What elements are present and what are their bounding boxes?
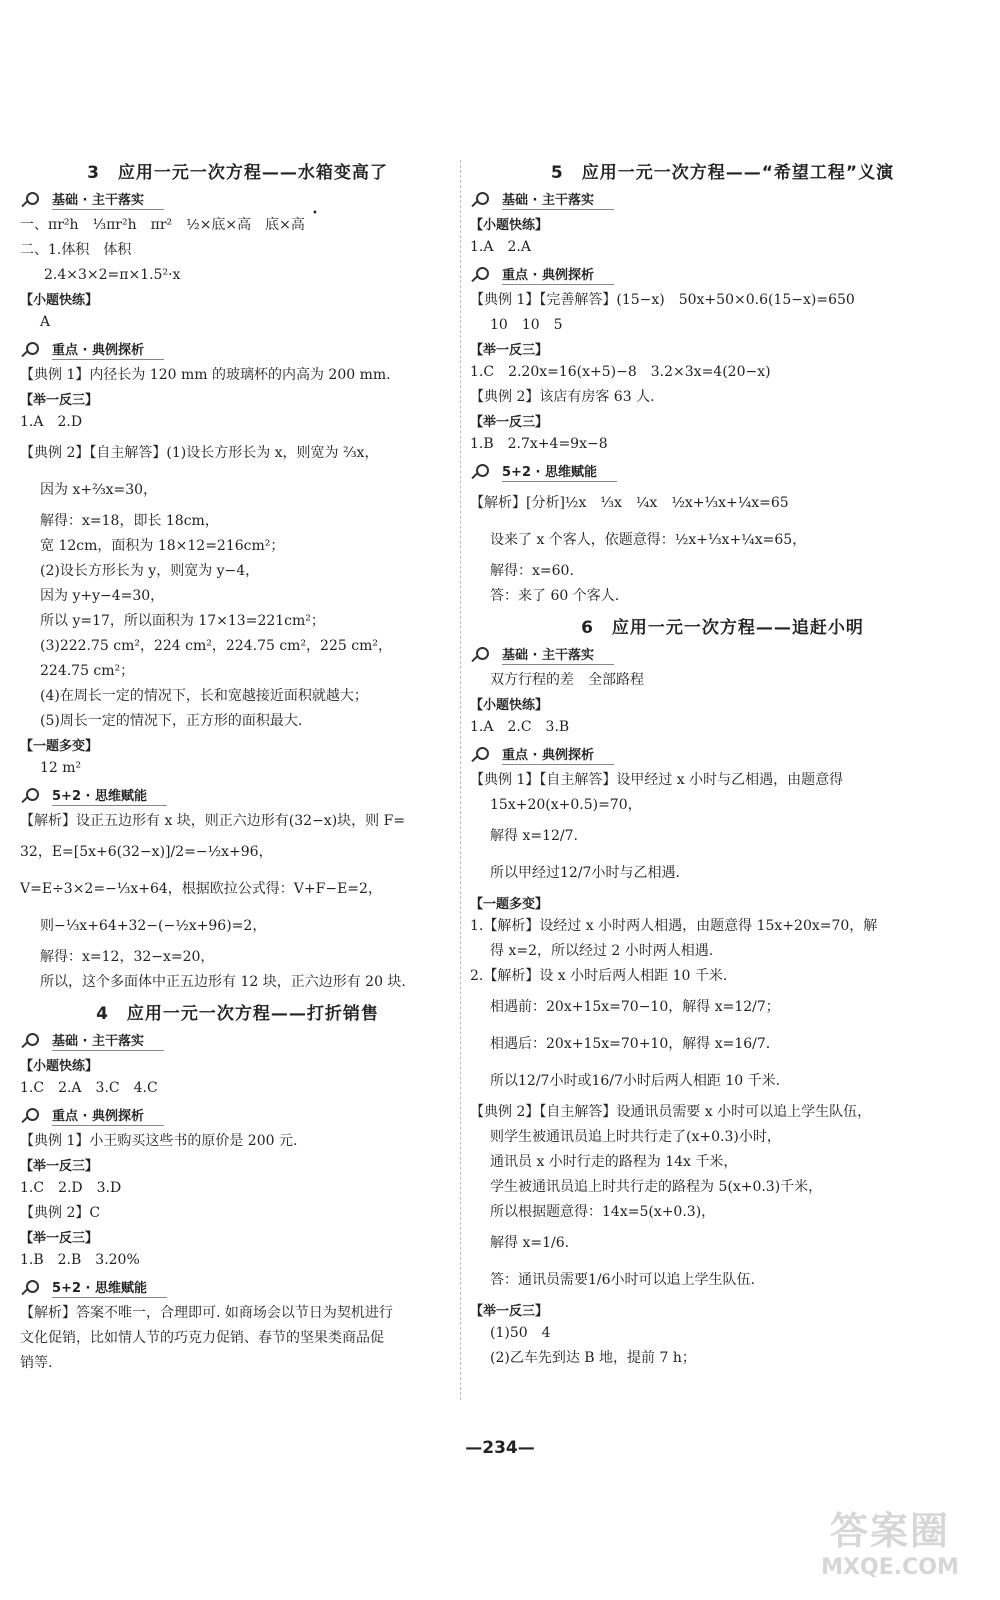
right-column [470, 152, 975, 1372]
section-title: 4 应用一元一次方程——打折销售 [96, 1004, 379, 1024]
answer-line: 相遇后：20x+15x=70+10，解得 x=16/7. [490, 1036, 771, 1052]
answer-line: 1.B 2.7x+4=9x−8 [470, 436, 608, 452]
answer-line: 【典例 2】【自主解答】(1)设长方形长为 x，则宽为 ⅔x， [20, 445, 379, 461]
category-header: 5+2 · 思维赋能 [470, 461, 975, 482]
magnifier-icon [470, 746, 498, 764]
category-header: 重点 · 典例探析 [470, 744, 975, 765]
tag-label: 【举一反三】 [470, 1304, 549, 1319]
answer-line: 1.C 2.20x=16(x+5)−8 3.2×3x=4(20−x) [470, 364, 771, 380]
answer-line: 1.A 2.A [470, 239, 531, 255]
answer-line: 因为 x+⅔x=30， [40, 482, 158, 498]
answer-line: 【典例 1】【完善解答】(15−x) 50x+50×0.6(15−x)=650 [470, 292, 855, 308]
section-title: 6 应用一元一次方程——追赶小明 [581, 618, 864, 638]
watermark-site: MXQE.COM [821, 1555, 959, 1580]
page-number: —234— [465, 1438, 535, 1458]
answer-line: 1.A 2.C 3.B [470, 719, 570, 735]
tag-label: 【小题快练】 [20, 293, 99, 308]
category-header: 重点 · 典例探析 [20, 1105, 455, 1126]
answer-line: 宽 12cm，面积为 18×12=216cm²； [40, 538, 285, 554]
answer-line: 【解析】答案不唯一，合理即可. 如商场会以节日为契机进行 [20, 1305, 393, 1321]
answer-line: 通讯员 x 小时行走的路程为 14x 千米， [490, 1154, 738, 1170]
category-header: 5+2 · 思维赋能 [20, 785, 455, 806]
answer-line: 得 x=2，所以经过 2 小时两人相遇. [490, 943, 714, 959]
stray-dot: • [312, 208, 318, 219]
category-header: 5+2 · 思维赋能 [20, 1277, 455, 1298]
tag-label: 【举一反三】 [470, 415, 549, 430]
answer-line: V=E÷3×2=−⅓x+64，根据欧拉公式得：V+F−E=2， [20, 881, 382, 897]
answer-line: 则−⅓x+64+32−(−½x+96)=2， [40, 918, 267, 934]
answer-line: 2.4×3×2=π×1.5²·x [44, 267, 181, 283]
category-header: 基础 · 主干落实 [470, 644, 975, 665]
answer-line: 15x+20(x+0.5)=70， [490, 797, 642, 813]
answer-line: 答：通讯员需要1/6小时可以追上学生队伍. [490, 1272, 755, 1288]
answer-line: 【典例 2】【自主解答】设通讯员需要 x 小时可以追上学生队伍， [470, 1104, 872, 1120]
category-header: 重点 · 典例探析 [470, 264, 975, 285]
answer-line: 相遇前：20x+15x=70−10，解得 x=12/7； [490, 999, 780, 1015]
answer-line: 所以 y=17，所以面积为 17×13=221cm²； [40, 613, 325, 629]
answer-line: 解得：x=18，即长 18cm， [40, 513, 219, 529]
answer-line: (5)周长一定的情况下，正方形的面积最大. [40, 713, 303, 729]
magnifier-icon [470, 266, 498, 284]
category-header: 基础 · 主干落实 [20, 189, 455, 210]
category-header: 基础 · 主干落实 [20, 1030, 455, 1051]
tag-label: 【小题快练】 [20, 1059, 99, 1074]
answer-line: (2)设长方形长为 y，则宽为 y−4， [40, 563, 260, 579]
answer-line: 答：来了 60 个客人. [490, 588, 620, 604]
left-column [20, 152, 455, 1377]
answer-line: (1)50 4 [490, 1325, 551, 1341]
answer-line: 【典例 2】该店有房客 63 人. [470, 389, 655, 405]
answer-line: 解得：x=12，32−x=20， [40, 949, 215, 965]
answer-line: 1.C 2.D 3.D [20, 1180, 122, 1196]
answer-line: 所以12/7小时或16/7小时后两人相距 10 千米. [490, 1073, 781, 1089]
tag-label: 【举一反三】 [20, 393, 99, 408]
answer-line: 解得 x=12/7. [490, 828, 578, 844]
answer-line: 解得：x=60. [490, 563, 574, 579]
section-title: 5 应用一元一次方程——“希望工程”义演 [550, 163, 895, 183]
magnifier-icon [20, 191, 48, 209]
answer-line: 12 m² [40, 760, 82, 776]
answer-line: A [40, 314, 51, 330]
answer-line: 【解析】[分析]½x ⅓x ¼x ½x+⅓x+¼x=65 [470, 495, 789, 511]
watermark [800, 1500, 980, 1580]
answer-line: 【典例 1】【自主解答】设甲经过 x 小时与乙相遇，由题意得 [470, 772, 844, 788]
answer-line: 1.B 2.B 3.20% [20, 1252, 140, 1268]
answer-line: 则学生被通讯员追上时共行走了(x+0.3)小时， [490, 1129, 781, 1145]
answer-line: 销等. [20, 1355, 53, 1371]
answer-line: (4)在周长一定的情况下，长和宽越接近面积就越大； [40, 688, 368, 704]
answer-line: 1.A 2.D [20, 414, 83, 430]
answer-line: (3)222.75 cm²，224 cm²，224.75 cm²，225 cm²， [40, 638, 392, 654]
magnifier-icon [20, 341, 48, 359]
answer-line: 32，E=[5x+6(32−x)]/2=−½x+96， [20, 844, 273, 860]
answer-line: 文化促销，比如情人节的巧克力促销、春节的坚果类商品促 [20, 1330, 384, 1346]
magnifier-icon [20, 1032, 48, 1050]
answer-line: 【典例 1】小王购买这些书的原价是 200 元. [20, 1133, 298, 1149]
answer-line: (2)乙车先到达 B 地，提前 7 h； [490, 1350, 696, 1366]
tag-label: 【一题多变】 [470, 897, 549, 912]
answer-line: 224.75 cm²； [40, 663, 135, 679]
category-header: 重点 · 典例探析 [20, 339, 455, 360]
answer-line: 【典例 2】C [20, 1205, 101, 1221]
tag-label: 【一题多变】 [20, 739, 99, 754]
column-divider [460, 160, 461, 1400]
tag-label: 【举一反三】 [20, 1159, 99, 1174]
answer-line: 学生被通讯员追上时共行走的路程为 5(x+0.3)千米， [490, 1179, 823, 1195]
answer-line: 解得 x=1/6. [490, 1235, 570, 1251]
magnifier-icon [470, 191, 498, 209]
tag-label: 【小题快练】 [470, 218, 549, 233]
magnifier-icon [470, 646, 498, 664]
answer-line: 1.C 2.A 3.C 4.C [20, 1080, 158, 1096]
tag-label: 【举一反三】 [470, 343, 549, 358]
answer-line: 二、1.体积 体积 [20, 242, 132, 258]
tag-label: 【小题快练】 [470, 698, 549, 713]
magnifier-icon [470, 463, 498, 481]
answer-line: 10 10 5 [490, 317, 563, 333]
answer-line: 【解析】设正五边形有 x 块，则正六边形有(32−x)块，则 F= [20, 813, 406, 829]
answer-line: 所以甲经过12/7小时与乙相遇. [490, 865, 680, 881]
tag-label: 【举一反三】 [20, 1231, 99, 1246]
magnifier-icon [20, 1279, 48, 1297]
answer-line: 1.【解析】设经过 x 小时两人相遇，由题意得 15x+20x=70，解 [470, 918, 878, 934]
answer-line: 【典例 1】内径长为 120 mm 的玻璃杯的内高为 200 mm. [20, 367, 391, 383]
answer-line: 因为 y+y−4=30， [40, 588, 165, 604]
magnifier-icon [20, 787, 48, 805]
answer-line: 双方行程的差 全部路程 [490, 672, 644, 688]
answer-line: 一、πr²h ⅓πr²h πr² ½×底×高 底×高 [20, 217, 305, 233]
magnifier-icon [20, 1107, 48, 1125]
answer-line: 所以根据题意得：14x=5(x+0.3)， [490, 1204, 716, 1220]
answer-line: 所以，这个多面体中正五边形有 12 块，正六边形有 20 块. [40, 974, 406, 990]
answer-line: 设来了 x 个客人，依题意得：½x+⅓x+¼x=65， [490, 532, 807, 548]
section-title: 3 应用一元一次方程——水箱变高了 [87, 163, 388, 183]
watermark-text: 答案圈 [829, 1509, 950, 1553]
category-header: 基础 · 主干落实 [470, 189, 975, 210]
answer-line: 2.【解析】设 x 小时后两人相距 10 千米. [470, 968, 728, 984]
